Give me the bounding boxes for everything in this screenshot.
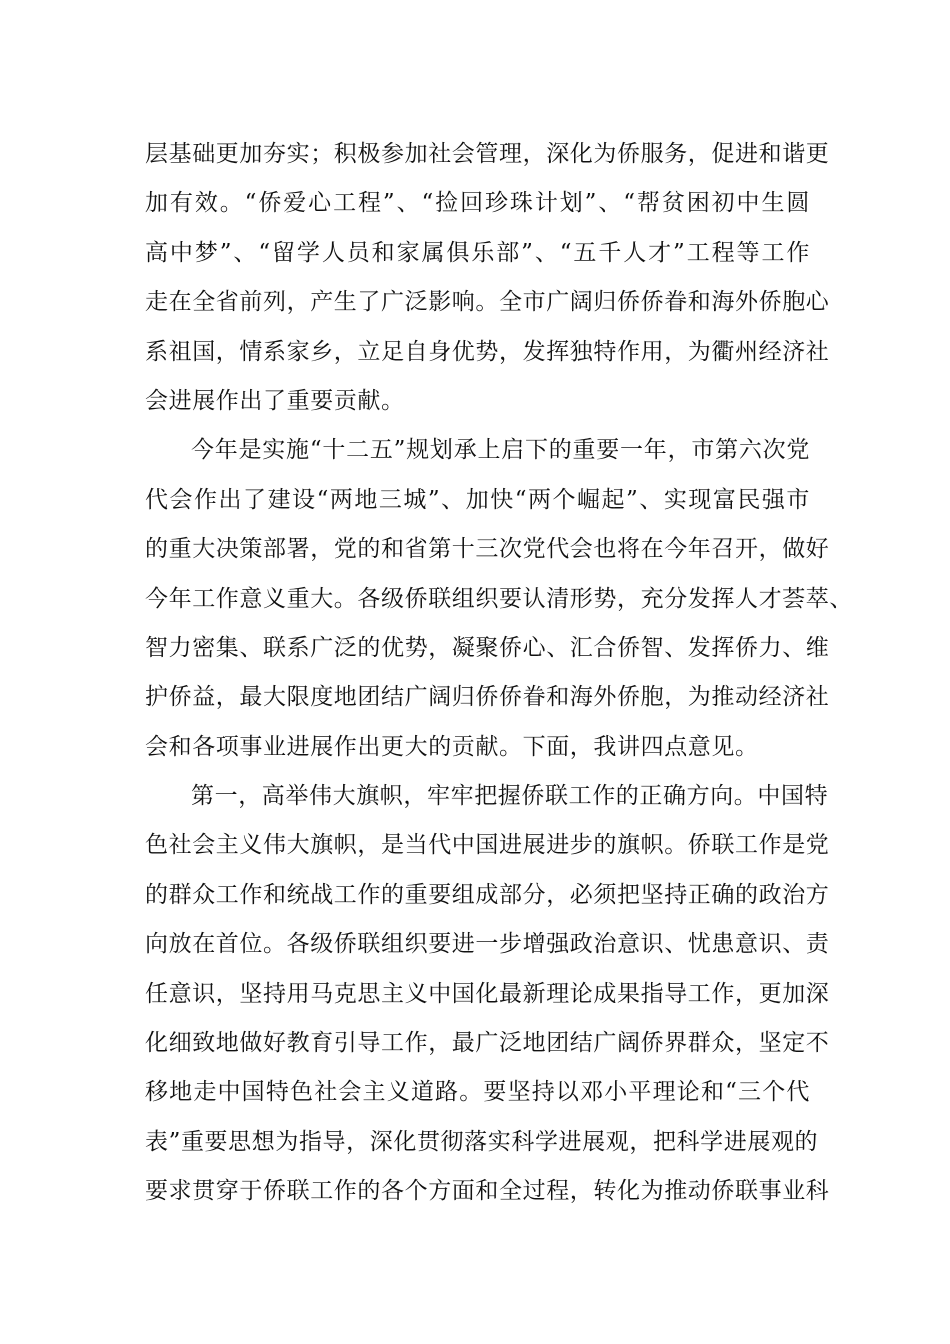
text-line: 任意识，坚持用马克思主义中国化最新理论成果指导工作，更加深 [145,980,830,1007]
text-line: 要求贯穿于侨联工作的各个方面和全过程，转化为推动侨联事业科 [145,1178,830,1205]
text-line: 化细致地做好教育引导工作，最广泛地团结广阔侨界群众，坚定不 [145,1030,830,1057]
paragraph-start-line: 今年是实施“十二五”规划承上启下的重要一年，市第六次党 [191,437,810,464]
text-line: 向放在首位。各级侨联组织要进一步增强政治意识、忧患意识、责 [145,931,830,958]
text-line: 表”重要思想为指导，深化贯彻落实科学进展观，把科学进展观的 [145,1128,819,1155]
text-line: 系祖国，情系家乡，立足自身优势，发挥独特作用，为衢州经济社 [145,338,830,365]
text-line: 智力密集、联系广泛的优势，凝聚侨心、汇合侨智、发挥侨力、维 [145,634,830,661]
text-line: 今年工作意义重大。各级侨联组织要认清形势，充分发挥人才荟萃、 [145,585,853,612]
text-line: 走在全省前列，产生了广泛影响。全市广阔归侨侨眷和海外侨胞心 [145,289,830,316]
body-text [145,130,853,1217]
paragraph-start-line: 第一，高举伟大旗帜，牢牢把握侨联工作的正确方向。中国特 [191,783,829,810]
text-line: 代会作出了建设“两地三城”、加快“两个崛起”、实现富民强市 [145,486,810,513]
text-line: 移地走中国特色社会主义道路。要坚持以邓小平理论和“三个代 [145,1079,810,1106]
text-line: 高中梦”、“留学人员和家属俱乐部”、“五千人才”工程等工作 [145,239,810,266]
text-line: 层基础更加夯实；积极参加社会管理，深化为侨服务，促进和谐更 [145,141,830,167]
text-line: 会进展作出了重要贡献。 [145,387,405,414]
text-line: 护侨益，最大限度地团结广阔归侨侨眷和海外侨胞，为推动经济社 [145,684,830,711]
text-line: 色社会主义伟大旗帜，是当代中国进展进步的旗帜。侨联工作是党 [145,832,830,859]
text-line: 加有效。“侨爱心工程”、“捡回珍珠计划”、“帮贫困初中生圆 [145,190,810,217]
text-line: 的群众工作和统战工作的重要组成部分，必须把坚持正确的政治方 [145,881,830,908]
text-line: 的重大决策部署，党的和省第十三次党代会也将在今年召开，做好 [145,536,830,563]
text-line: 会和各项事业进展作出更大的贡献。下面，我讲四点意见。 [145,733,759,760]
